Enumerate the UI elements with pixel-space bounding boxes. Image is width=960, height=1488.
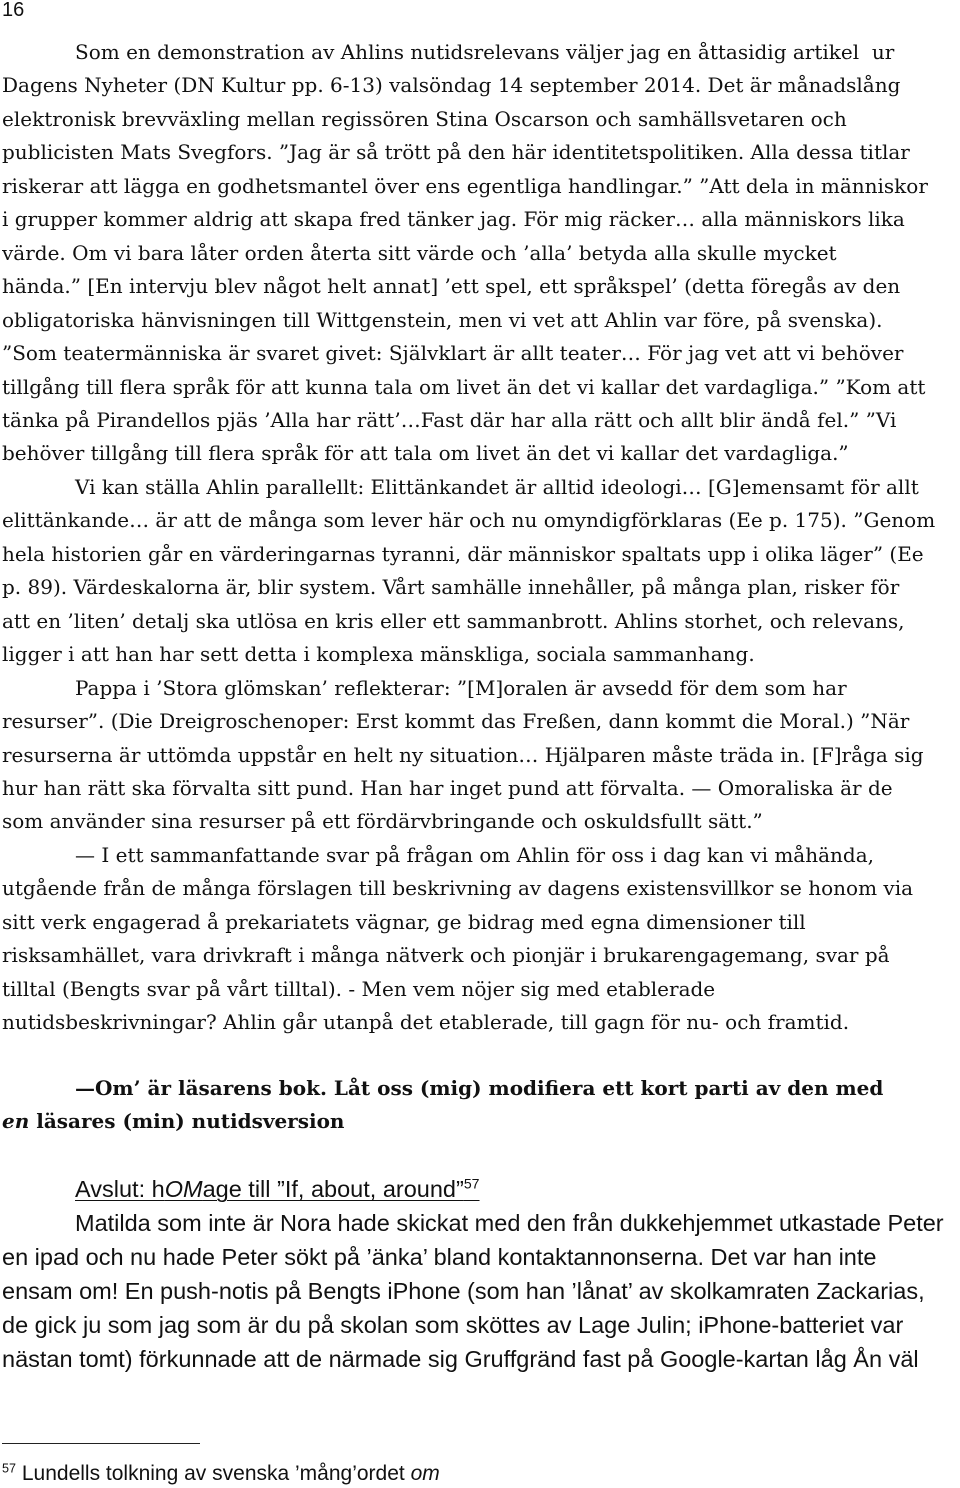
text-line: som använder sina resurser på ett fördärvbringande och oskuldsfullt sätt.” [2,809,763,834]
text-line: hända.” [En intervju blev något helt annat] ’ett spel, ett språkspel’ (detta föregås av den [2,274,901,299]
text-line: tillgång till flera språk för att kunna tala om livet än det vi kallar det vardagliga.” ”Kom att [2,374,926,399]
text-line: Matilda som inte är Nora hade skickat med den från dukkehjemmet utkastade Peter [75,1210,944,1236]
text-line: ”Som teatermänniska är svaret givet: Självklart är allt teater… För jag vet att vi behöver [2,341,904,366]
excerpt-body [2,1172,956,1376]
text-line: Pappa i ’Stora glömskan’ reflekterar: ”[M]oralen är avsedd för dem som har [75,675,847,700]
text-line: Vi kan ställa Ahlin parallellt: Elittänkandet är alltid ideologi… [G]emensamt för allt [75,474,919,499]
text-line: risksamhället, vara drivkraft i många nätverk och pionjär i brukarengagemang, svar på [2,943,890,968]
text-line: ligger i att han har sett detta i komplexa mänskliga, sociala sammanhang. [2,642,755,667]
text-line: de gick ju som jag som är du på skolan som sköttes av Lage Julin; iPhone-batteriet var [2,1312,904,1338]
paragraph [2,471,956,672]
text-line: tilltal (Bengts svar på vårt tilltal). - Men vem nöjer sig med etablerade [2,976,716,1001]
text-line: nästan tomt) förkunnade att de närmade sig Gruffgränd fast på Google-kartan låg Ån väl [2,1346,919,1372]
excerpt-title-prefix: Avslut: h [75,1176,165,1202]
text-line: elektronisk brevväxling mellan regissören Stina Oscarson och samhällsvetaren och [2,106,847,131]
text-line: p. 89). Värdeskalorna är, blir system. Vårt samhälle innehåller, på många plan, risker för [2,575,900,600]
essay-body [2,36,956,1040]
text-line: obligatoriska hänvisningen till Wittgenstein, men vi vet att Ahlin var före, på svenska). [2,307,883,332]
page-number: 16 [2,0,25,21]
text-line: Som en demonstration av Ahlins nutidsrelevans väljer jag en åttasidig artikel ur [75,40,895,64]
heading-emphasis: en [2,1109,30,1134]
heading-line: —Om’ är läsarens bok. Låt oss (mig) modifiera ett kort parti av den med [75,1076,884,1100]
excerpt-title-suffix: age till ”If, about, around” [202,1176,464,1202]
text-line: hur han rätt ska förvalta sitt pund. Han har inget pund att förvalta. — Omoraliska är de [2,775,893,800]
footnote-text: Lundells tolkning av svenska ’mång’ordet [16,1462,411,1485]
text-line: resurserna är uttömda uppstår en helt ny situation… Hjälparen måste träda in. [F]råga sig [2,742,924,767]
footnote-number: 57 [2,1462,17,1476]
footnote-divider [2,1443,200,1444]
text-line: att en ’liten’ detalj ska utlösa en kris eller ett sammanbrott. Ahlins storhet, och relevans, [2,608,905,633]
text-line: riskerar att lägga en godhetsmantel över ens egentliga handlingar.” ”Att dela in människor [2,173,928,198]
excerpt-title [75,1176,480,1202]
footnote-reference: 57 [463,1175,480,1192]
text-line: hela historien går en värderingarnas tyranni, där människor spaltats upp i olika läger” (Ee [2,541,924,566]
text-line: utgående från de många förslagen till beskrivning av dagens existensvillkor se honom via [2,876,914,901]
excerpt-title-italic: OM [164,1176,203,1202]
text-line: resurser”. (Die Dreigroschenoper: Erst kommt das Freßen, dann kommt die Moral.) ”När [2,709,910,734]
text-line: nutidsbeskrivningar? Ahlin går utanpå det etablerade, till gagn för nu- och framtid. [2,1010,850,1035]
heading-text: läsares (min) nutidsversion [29,1109,345,1134]
text-line: värde. Om vi bara låter orden återta sitt värde och ’alla’ betyda alla skulle mycket [2,240,837,265]
text-line: i grupper kommer aldrig att skapa fred tänker jag. För mig räcker… alla människors lika [2,207,905,232]
footnote [2,1462,956,1486]
paragraph [2,672,956,839]
text-line: en ipad och nu hade Peter sökt på ’änka’ bland kontaktannonserna. Det var han inte [2,1244,877,1270]
text-line: behöver tillgång till flera språk för att tala om livet än det vi kallar det vardagliga.” [2,441,849,466]
text-line: Dagens Nyheter (DN Kultur pp. 6-13) valsöndag 14 september 2014. Det är månadslång [2,73,901,98]
section-heading [2,1072,956,1139]
paragraph [2,839,956,1040]
paragraph [2,36,956,471]
excerpt-title-line [2,1172,956,1206]
footnote-italic-word: om [410,1462,440,1485]
text-line: tänka på Pirandellos pjäs ’Alla har rätt’…Fast där har alla rätt och allt blir ändå fel.” ”Vi [2,407,897,432]
footnote-line [2,1462,956,1486]
text-line: sitt verk engagerad å prekariatets vägnar, ge bidrag med egna dimensioner till [2,909,806,934]
text-line: publicisten Mats Svegfors. ”Jag är så trött på den här identitetspolitiken. Alla dessa titlar [2,140,910,165]
text-line: — I ett sammanfattande svar på frågan om Ahlin för oss i dag kan vi måhända, [75,842,874,867]
heading-line [2,1105,956,1138]
text-line: ensam om! En push-notis på Bengts iPhone (som han ’lånat’ av skolkamraten Zackarias, [2,1278,925,1304]
text-line: elittänkande… är att de många som lever här och nu omyndigförklaras (Ee p. 175). ”Genom [2,508,936,533]
